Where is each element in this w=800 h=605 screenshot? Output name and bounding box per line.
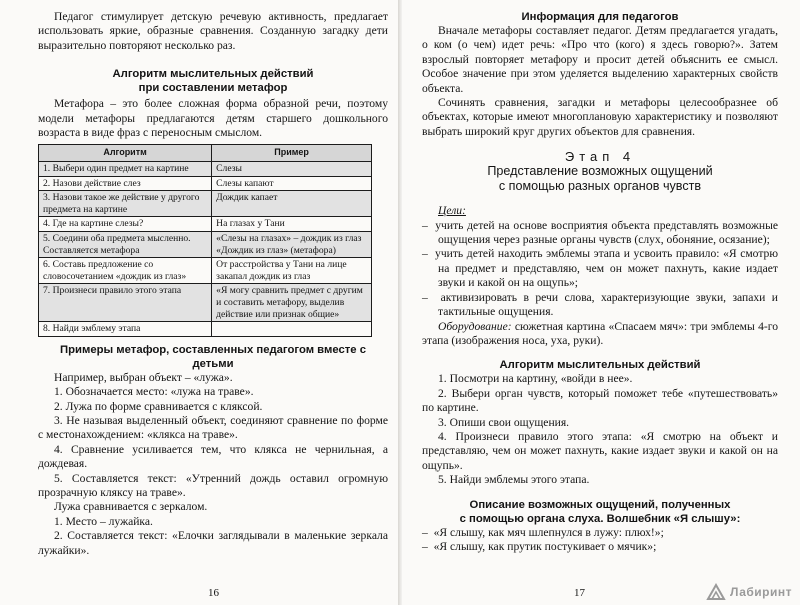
info-paragraph-2: Сочинять сравнения, загадки и метафоры целесообразнее об объектах, которые имеют многоплановую характеристику и позволяют выбрать широкий круг других объектов для сравнения. [422, 96, 778, 138]
table-cell: 7. Произнеси правило этого этапа [39, 284, 212, 322]
list-item: 3. Опиши свои ощущения. [438, 415, 570, 429]
description-heading-line2: с помощью органа слуха. Волшебник «Я слышу»: [459, 512, 741, 525]
table-cell: На глазах у Тани [212, 217, 372, 232]
stage-title-line1: Представление возможных ощущений [487, 164, 713, 179]
metaphor-paragraph: Метафора – это более сложная форма образной речи, поэтому модели метафоры предлагаются детям старшего дошкольного возраста в виде фраз с переносным смыслом. [38, 97, 388, 140]
stage-label: Этап 4 [564, 149, 636, 165]
list-item: 2. Выбери орган чувств, который поможет тебе «путешествовать» по картине. [422, 386, 778, 415]
list-item: – учить детей на основе восприятия объекта представлять возможные ощущения через разные органы чувств (слух, обоняние, осязание); [422, 218, 779, 247]
page-number-right: 17 [574, 587, 585, 599]
description-heading-line1: Описание возможных ощущений, полученных [469, 498, 731, 511]
table-cell: 8. Найди эмблему этапа [39, 322, 212, 337]
algorithm-heading-line1: Алгоритм мыслительных действий [112, 68, 314, 81]
table-cell: «Слезы на глазах» – дождик из глаз «Дождик из глаз» (метафора) [212, 232, 372, 258]
table-cell: 4. Где на картине слезы? [39, 217, 212, 232]
description-text: «Я слышу, как прутик постукивает о мячик»; [433, 539, 657, 553]
list-item: – учить детей находить эмблемы этапа и усвоить правило: «Я смотрю на предмет и представляю, чем он может пахнуть, какие издает звуки и какой он на ощупь»; [422, 247, 778, 290]
list-item: Например, выбран объект – «лужа». [54, 370, 233, 384]
labirint-logo-icon [706, 583, 726, 601]
labirint-logo [706, 583, 792, 601]
stage-title [422, 164, 778, 194]
list-item: 5. Составляется текст: «Утренний дождь оставил огромную прозрачную кляксу на траве». [38, 471, 388, 499]
info-paragraph-1: Вначале метафоры составляет педагог. Детям предлагается угадать, о ком (о чем) идет речь: «Про что (кого) я здесь говорю?». Затем взрослый повторяет метафору и просит детей объяснить ее смысл. Особое значение при этом уделяется выделению характерных свойств объекта. [422, 24, 778, 95]
examples-list [38, 371, 388, 558]
algorithm-heading-line2: при составлении метафор [138, 82, 288, 95]
list-item: 3. Не называя выделенный объект, соединяют сравнение по форме с местонахождением: «клякса на траве». [38, 413, 388, 442]
list-item: – «Я слышу, как мяч шлепнулся в лужу: плюх!»; [422, 525, 664, 539]
table-cell: 1. Выбери один предмет на картине [39, 162, 212, 177]
table-row [39, 258, 372, 284]
list-item: 4. Произнеси правило этого этапа: «Я смотрю на объект и представляю, чем он может пахнуть, какие издает звуки и какой он на ощупь». [422, 429, 778, 472]
list-item: 1. Обозначается место: «лужа на траве». [54, 385, 254, 399]
table-row [39, 191, 372, 217]
equipment-paragraph [422, 320, 778, 349]
description-text: «Я слышу, как мяч шлепнулся в лужу: плюх!»; [433, 525, 664, 539]
description-list [422, 526, 778, 555]
equipment-text: сюжетная картина «Спасаем мяч»: три эмблемы 4-го этапа (изображения носа, уха, руки). [422, 319, 778, 347]
table-cell: 5. Соедини оба предмета мысленно. Составляется метафора [39, 232, 212, 258]
table-cell: Слезы капают [212, 176, 372, 191]
list-item: 1. Посмотри на картину, «войди в нее». [438, 372, 633, 386]
algorithm-heading [38, 67, 388, 95]
table-row [39, 284, 372, 322]
table-cell: 2. Назови действие слез [39, 176, 212, 191]
description-heading [422, 498, 778, 526]
goals-list [422, 219, 778, 320]
list-item: – «Я слышу, как прутик постукивает о мячик»; [422, 539, 657, 553]
table-header-algorithm: Алгоритм [39, 145, 212, 162]
list-item: 4. Сравнение усиливается тем, что клякса не чернильная, а дождевая. [38, 442, 388, 471]
table-cell: 3. Назови такое же действие у другого предмета на картине [39, 191, 212, 217]
table-header-row [39, 145, 372, 162]
table-row [39, 162, 372, 177]
list-item: 1. Место – лужайка. [54, 514, 153, 528]
stage-title-line2: с помощью разных органов чувств [498, 179, 702, 194]
right-page [402, 0, 800, 605]
goal-text: учить детей на основе восприятия объекта представлять возможные ощущения через разные органы чувств (слух, обоняние, осязание); [435, 218, 779, 247]
list-item: – активизировать в речи слова, характеризующие звуки, запахи и тактильные ощущения. [422, 290, 778, 319]
list-item: 5. Найди эмблемы этого этапа. [438, 473, 590, 487]
intro-paragraph: Педагог стимулирует детскую речевую активность, предлагает использовать яркие, образные сравнения. Созданную загадку дети выразительно повторяют несколько раз. [38, 10, 388, 52]
table-row [39, 217, 372, 232]
labirint-logo-text: Лабиринт [729, 585, 792, 599]
algo-steps-list [422, 372, 778, 487]
list-item: 2. Составляется текст: «Елочки заглядывали в маленькие зеркала лужайки». [38, 529, 388, 557]
algo-heading: Алгоритм мыслительных действий [499, 359, 701, 372]
table-row [39, 176, 372, 191]
table-cell: «Я могу сравнить предмет с другим и составить метафору, выделив действие или признак общие» [212, 284, 372, 322]
table-row [39, 232, 372, 258]
goal-text: учить детей находить эмблемы этапа и усвоить правило: «Я смотрю на предмет и представляю, чем он может пахнуть, какие издает звуки и какой он на ощупь»; [435, 247, 778, 290]
goal-text: активизировать в речи слова, характеризующие звуки, запахи и тактильные ощущения. [438, 290, 778, 319]
goals-label [422, 204, 778, 218]
goals-label-text: Цели: [438, 204, 466, 218]
metaphor-algorithm-table [38, 144, 372, 336]
table-row [39, 322, 372, 337]
table-cell [212, 322, 372, 337]
list-item: Лужа сравнивается с зеркалом. [54, 500, 208, 514]
table-cell: 6. Составь предложение со словосочетанием «дождик из глаз» [39, 258, 212, 284]
table-cell: От расстройства у Тани на лице закапал дождик из глаз [212, 258, 372, 284]
page-number-left: 16 [208, 587, 219, 599]
table-header-example: Пример [212, 145, 372, 162]
examples-heading: Примеры метафор, составленных педагогом вместе с детьми [60, 343, 366, 370]
info-heading: Информация для педагогов [521, 11, 679, 23]
list-item: 2. Лужа по форме сравнивается с кляксой. [54, 399, 263, 413]
table-cell: Слезы [212, 162, 372, 177]
equipment-label: Оборудование: [438, 319, 512, 333]
table-cell: Дождик капает [212, 191, 372, 217]
